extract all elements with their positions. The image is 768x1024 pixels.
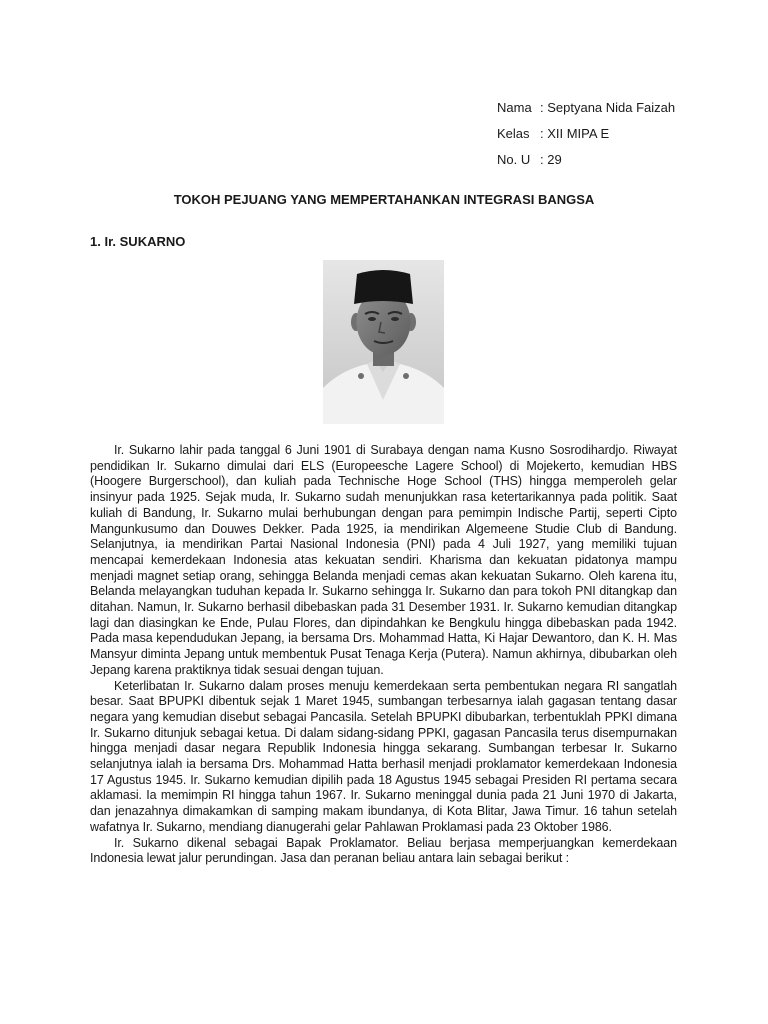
section-heading: 1. Ir. SUKARNO xyxy=(90,234,186,249)
paragraph-3: Ir. Sukarno dikenal sebagai Bapak Proklamator. Beliau berjasa memperjuangkan kemerdekaan Indonesia lewat jalur perundingan. Jasa dan peranan beliau antara lain sebagai berikut : xyxy=(90,835,677,866)
biography-text xyxy=(90,443,677,867)
portrait-photo xyxy=(323,260,444,424)
number-value: : 29 xyxy=(540,152,562,167)
number-label: No. U xyxy=(497,152,531,167)
name-label: Nama xyxy=(497,100,532,115)
class-label: Kelas xyxy=(497,126,530,141)
student-class-row xyxy=(497,121,675,147)
student-info xyxy=(497,95,675,173)
class-value: : XII MIPA E xyxy=(540,126,610,141)
paragraph-1: Ir. Sukarno lahir pada tanggal 6 Juni 1901 di Surabaya dengan nama Kusno Sosrodihardjo. Riwayat pendidikan Ir. Sukarno dimulai dari ELS (Europeesche Lagere School) di Mojekerto, kemudian HBS (Hoogere Burgerschool), dan kuliah pada Technische Hoge School (THS) hingga memperoleh gelar insinyur pada 1925. Sejak muda, Ir. Sukarno sudah menunjukkan rasa ketertarikannya pada politik. Saat kuliah di Bandung, Ir. Sukarno mulai berhubungan dengan para pemimpin Indische Partij, seperti Cipto Mangunkusumo dan Douwes Dekker. Pada 1925, ia mendirikan Algemeene Studie Club di Bandung. Selanjutnya, ia mendirikan Partai Nasional Indonesia (PNI) pada 4 Juli 1927, yang memiliki tujuan mencapai kemerdekaan Indonesia atas kekuatan sendiri. Kharisma dan kekuatan pidatonya mampu menjadi magnet setiap orang, sehingga Belanda menjadi cemas akan kekuatan Sukarno. Oleh karena itu, Belanda melayangkan tuduhan kepada Ir. Sukarno sehingga Ir. Sukarno dan para tokoh PNI ditangkap dan ditahan. Namun, Ir. Sukarno berhasil dibebaskan pada 31 Desember 1931. Ir. Sukarno kemudian ditangkap lagi dan diasingkan ke Ende, Pulau Flores, dan dipindahkan ke Bengkulu hingga dibebaskan pada 1942. Pada masa kependudukan Jepang, ia bersama Drs. Mohammad Hatta, Ki Hajar Dewantoro, dan K. H. Mas Mansyur diminta Jepang untuk membentuk Pusat Tenaga Kerja (Putera). Namun akhirnya, dibubarkan oleh Jepang karena praktiknya tidak sesuai dengan tujuan. xyxy=(90,443,677,677)
student-number-row xyxy=(497,147,675,173)
name-value: : Septyana Nida Faizah xyxy=(540,100,676,115)
paragraph-2: Keterlibatan Ir. Sukarno dalam proses menuju kemerdekaan serta pembentukan negara RI sangatlah besar. Saat BPUPKI dibentuk sejak 1 Maret 1945, sumbangan terbesarnya ialah gagasan tentang dasar negara yang kemudian disebut sebagai Pancasila. Setelah BPUPKI dibubarkan, terbentuklah PPKI dimana Ir. Sukarno ditunjuk sebagai ketua. Di dalam sidang-sidang PPKI, gagasan Pancasila terus disempurnakan hingga menjadi dasar negara Republik Indonesia hingga sekarang. Sumbangan terbesar Ir. Sukarno selanjutnya ialah ia bersama Drs. Mohammad Hatta berhasil menjadi proklamator kemerdekaan Indonesia 17 Agustus 1945. Ir. Sukarno kemudian dipilih pada 18 Agustus 1945 sebagai Presiden RI pertama secara aklamasi. Ia memimpin RI hingga tahun 1967. Ir. Sukarno meninggal dunia pada 21 Juni 1970 di Jakarta, dan jenazahnya dimakamkan di samping makam ibundanya, di Kota Blitar, Jawa Timur. 16 tahun setelah wafatnya Ir. Sukarno, mendiang dianugerahi gelar Pahlawan Proklamasi pada 23 Oktober 1986. xyxy=(90,678,677,834)
student-name-row xyxy=(497,95,675,121)
document-title: TOKOH PEJUANG YANG MEMPERTAHANKAN INTEGRASI BANGSA xyxy=(173,192,595,207)
